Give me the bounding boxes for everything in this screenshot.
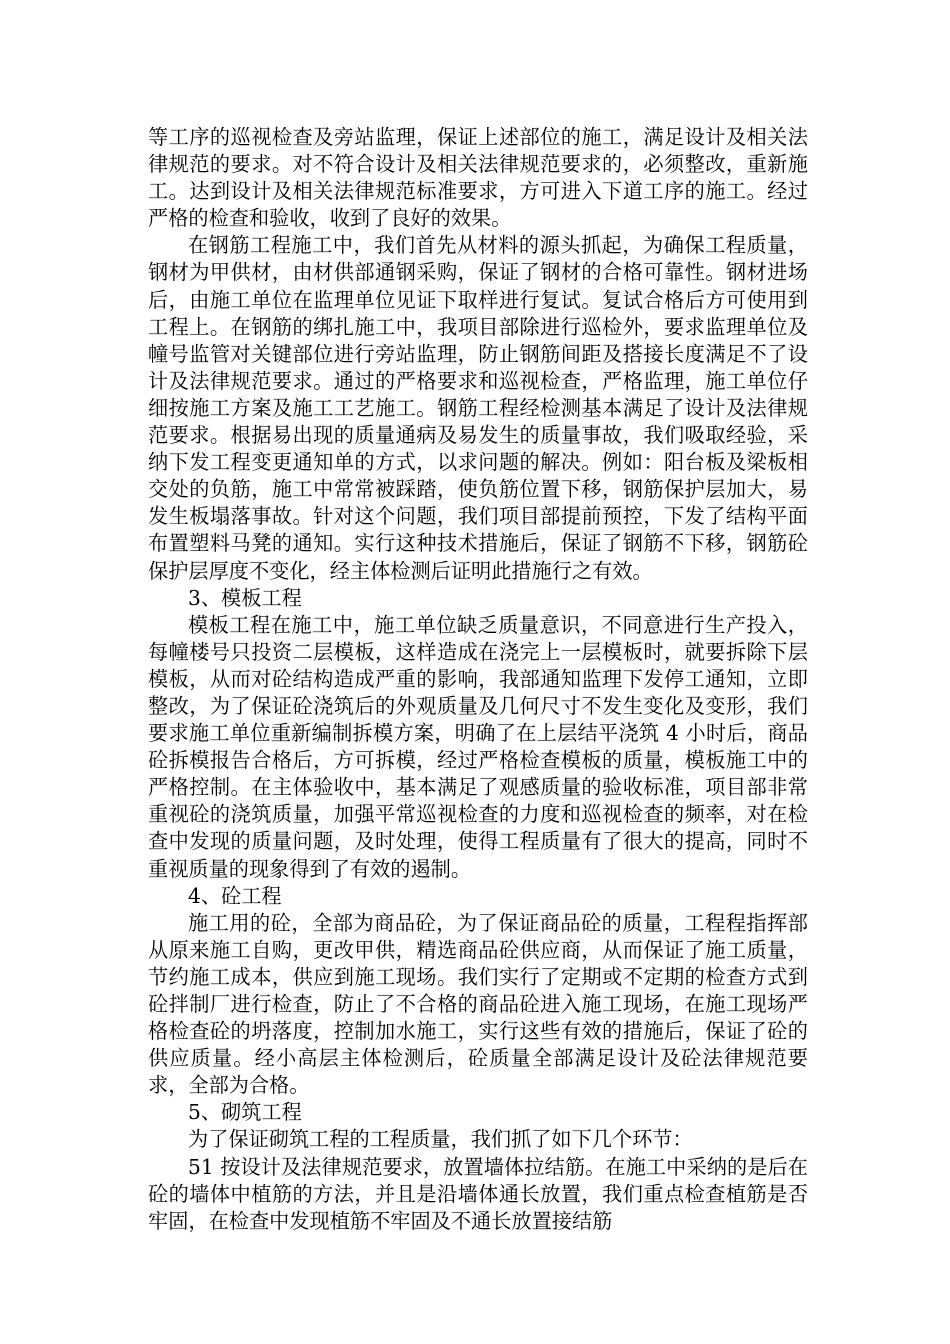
section-heading-masonry: 5、砌筑工程 <box>188 1100 302 1125</box>
paragraph-masonry-item-1: 51 按设计及法律规范要求，放置墙体拉结筋。在施工中采纳的是后在砼的墙体中植筋的方法，并且是沿墙体通长放置，我们重点检查植筋是否牢固，在检查中发现植筋不牢固及不通长放置接结筋 <box>148 1154 808 1233</box>
paragraph-concrete: 施工用的砼，全部为商品砼，为了保证商品砼的质量，工程程指挥部从原来施工自购，更改甲供，精选商品砼供应商，从而保证了施工质量，节约施工成本，供应到施工现场。我们实行了定期或不定期的检查方式到砼拌制厂进行检查，防止了不合格的商品砼进入施工现场，在施工现场严格检查砼的坍落度，控制加水施工，实行这些有效的措施后，保证了砼的供应质量。经小高层主体检测后，砼质量全部满足设计及砼法律规范要求，全部为合格。 <box>148 910 808 1098</box>
paragraph-continuation: 等工序的巡视检查及旁站监理，保证上述部位的施工，满足设计及相关法律规范的要求。对不符合设计及相关法律规范要求的，必须整改，重新施工。达到设计及相关法律规范标准要求，方可进入下道工序的施工。经过严格的检查和验收，收到了良好的效果。 <box>148 125 808 231</box>
document-body <box>148 124 808 1235</box>
paragraph-rebar-engineering: 在钢筋工程施工中，我们首先从材料的源头抓起，为确保工程质量，钢材为甲供材，由材供部通钢采购，保证了钢材的合格可靠性。钢材进场后，由施工单位在监理单位见证下取样进行复试。复试合格后方可使用到工程上。在钢筋的绑扎施工中，我项目部除进行巡检外，要求监理单位及幢号监管对关键部位进行旁站监理，防止钢筋间距及搭接长度满足不了设计及法律规范要求。通过的严格要求和巡视检查，严格监理，施工单位仔细按施工方案及施工工艺施工。钢筋工程经检测基本满足了设计及法律规范要求。根据易出现的质量通病及易发生的质量事故，我们吸取经验，采纳下发工程变更通知单的方式，以求问题的解决。例如：阳台板及梁板相交处的负筋，施工中常常被踩踏，使负筋位置下移，钢筋保护层加大，易发生板塌落事故。针对这个问题，我们项目部提前预控，下发了结构平面布置塑料马凳的通知。实行这种技术措施后，保证了钢筋不下移，钢筋砼保护层厚度不变化，经主体检测后证明此措施行之有效。 <box>148 233 808 583</box>
section-heading-concrete: 4、砼工程 <box>188 883 282 908</box>
section-heading-formwork: 3、模板工程 <box>188 585 302 610</box>
paragraph-masonry-intro: 为了保证砌筑工程的工程质量，我们抓了如下几个环节： <box>188 1127 693 1152</box>
paragraph-formwork: 模板工程在施工中，施工单位缺乏质量意识，不同意进行生产投入，每幢楼号只投资二层模板，这样造成在浇完上一层模板时，就要拆除下层模板，从而对砼结构造成严重的影响，我部通知监理下发停工通知，立即整改，为了保证砼浇筑后的外观质量及几何尺寸不发生变化及变形，我们要求施工单位重新编制拆模方案，明确了在上层结平浇筑 4 小时后，商品砼拆模报告合格后，方可拆模，经过严格检查模板的质量，模板施工中的严格控制。在主体验收中，基本满足了观感质量的验收标准，项目部非常重视砼的浇筑质量，加强平常巡视检查的力度和巡视检查的频率，对在检查中发现的质量问题，及时处理，使得工程质量有了很大的提高，同时不重视质量的现象得到了有效的遏制。 <box>148 612 808 881</box>
